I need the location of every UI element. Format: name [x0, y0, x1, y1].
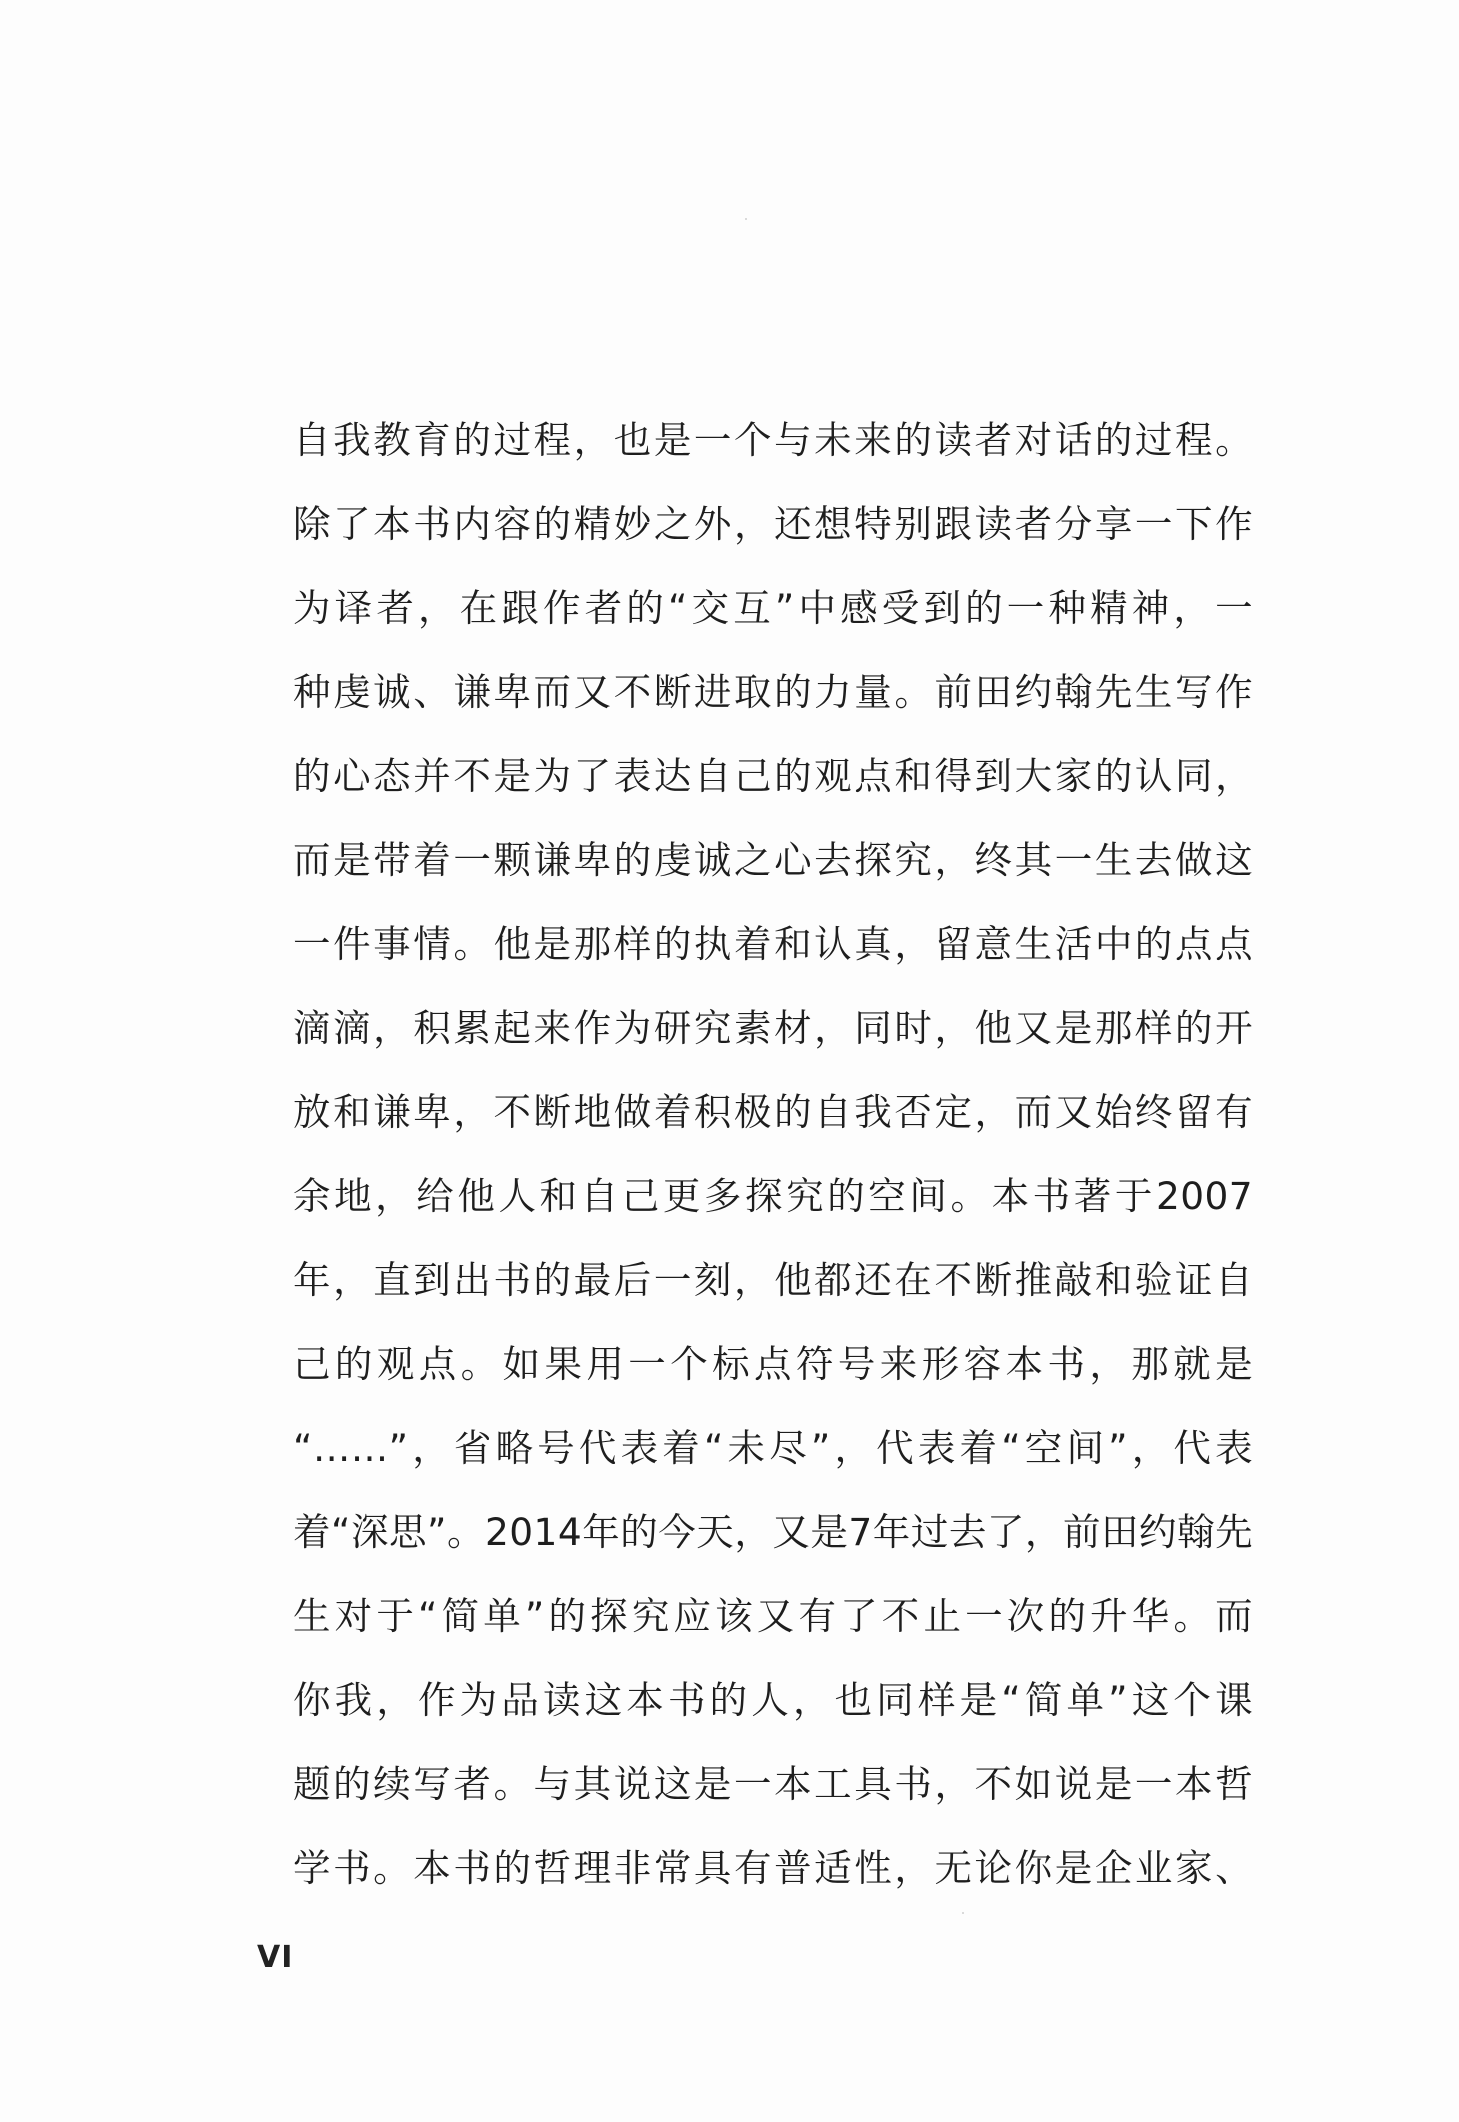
- scan-speck: [962, 1912, 964, 1914]
- text-line: 放和谦卑，不断地做着积极的自我否定，而又始终留有: [293, 1090, 1253, 1134]
- text-line: 生对于“简单”的探究应该又有了不止一次的升华。而: [293, 1594, 1253, 1638]
- page-number: VI: [257, 1940, 294, 1975]
- text-line: 滴滴，积累起来作为研究素材，同时，他又是那样的开: [293, 1006, 1253, 1050]
- text-line: 种虔诚、谦卑而又不断进取的力量。前田约翰先生写作: [293, 670, 1253, 714]
- text-line: 除了本书内容的精妙之外，还想特别跟读者分享一下作: [293, 502, 1253, 546]
- text-line: 学书。本书的哲理非常具有普适性，无论你是企业家、: [293, 1846, 1253, 1890]
- scan-speck: [745, 218, 747, 220]
- text-line: 己的观点。如果用一个标点符号来形容本书，那就是: [293, 1342, 1253, 1386]
- text-line: 为译者，在跟作者的“交互”中感受到的一种精神，一: [293, 586, 1253, 630]
- text-line: “……”，省略号代表着“未尽”，代表着“空间”，代表: [293, 1426, 1253, 1470]
- text-line: 你我，作为品读这本书的人，也同样是“简单”这个课: [293, 1678, 1253, 1722]
- text-line: 着“深思”。2014年的今天，又是7年过去了，前田约翰先: [293, 1510, 1253, 1554]
- text-line: 自我教育的过程，也是一个与未来的读者对话的过程。: [293, 418, 1253, 462]
- text-line: 一件事情。他是那样的执着和认真，留意生活中的点点: [293, 922, 1253, 966]
- text-line: 余地，给他人和自己更多探究的空间。本书著于2007: [293, 1174, 1253, 1218]
- body-text: [293, 398, 1253, 1910]
- text-line: 的心态并不是为了表达自己的观点和得到大家的认同，: [293, 754, 1253, 798]
- text-line: 年，直到出书的最后一刻，他都还在不断推敲和验证自: [293, 1258, 1253, 1302]
- text-line: 题的续写者。与其说这是一本工具书，不如说是一本哲: [293, 1762, 1253, 1806]
- text-line: 而是带着一颗谦卑的虔诚之心去探究，终其一生去做这: [293, 838, 1253, 882]
